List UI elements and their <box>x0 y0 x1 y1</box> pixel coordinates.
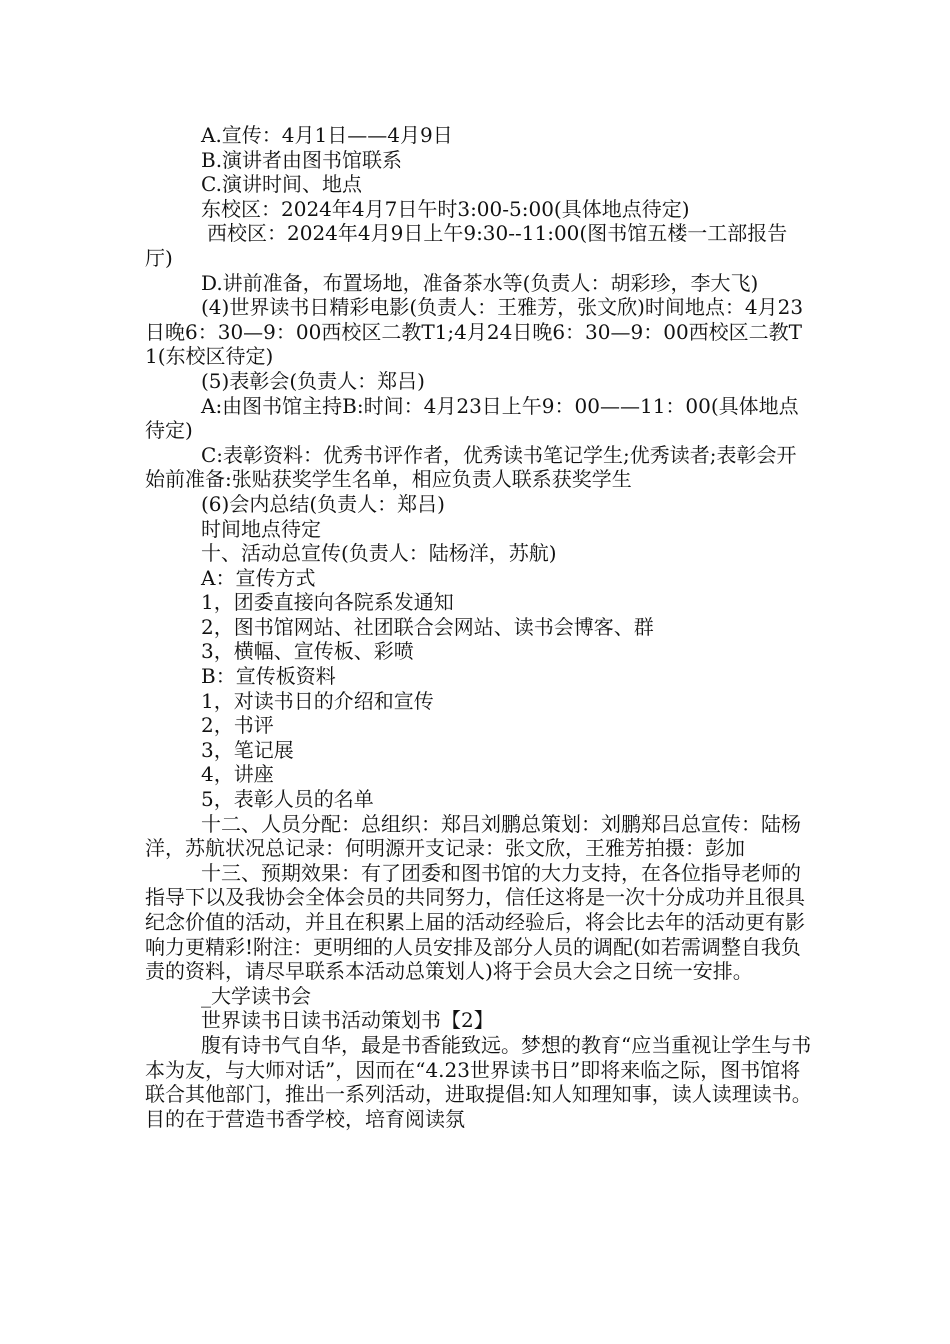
paragraph: C.演讲时间、地点 <box>201 172 362 197</box>
paragraph: A:由图书馆主持B:时间：4月23日上午9：00——11：00(具体地点待定) <box>145 393 799 443</box>
list-item: 1，团委直接向各院系发通知 <box>201 590 454 615</box>
document-title: 世界读书日读书活动策划书【2】 <box>201 1008 494 1033</box>
list-item: 4，讲座 <box>201 762 274 787</box>
section-heading: 十、活动总宣传(负责人：陆杨洋，苏航) <box>201 541 557 566</box>
paragraph: 腹有诗书气自华，最是书香能致远。梦想的教育“应当重视让学生与书本为友，与大师对话”，因而在“4.23世界读书日”即将来临之际，图书馆将联合其他部门，推出一系列活动，进取提倡:知人知理知事，读人读理读书。目的在于营造书香学校，培育阅读氛 <box>145 1032 812 1131</box>
paragraph: D.讲前准备，布置场地，准备茶水等(负责人：胡彩珍，李大飞) <box>201 270 759 295</box>
paragraph: B.演讲者由图书馆联系 <box>201 147 403 172</box>
paragraph: B：宣传板资料 <box>201 664 336 689</box>
paragraph: (5)表彰会(负责人：郑吕) <box>201 368 425 393</box>
paragraph: 西校区：2024年4月9日上午9:30--11:00(图书馆五楼一工部报告厅) <box>145 221 788 270</box>
list-item: 3，笔记展 <box>201 737 294 762</box>
list-item: 2，图书馆网站、社团联合会网站、读书会博客、群 <box>201 614 654 639</box>
list-item: 2，书评 <box>201 713 274 738</box>
paragraph: A.宣传：4月1日——4月9日 <box>201 123 453 147</box>
section-heading: 十三、预期效果：有了团委和图书馆的大力支持，在各位指导老师的指导下以及我协会全体会员的共同努力，信任这将是一次十分成功并且很具纪念价值的活动，并且在积累上届的活动经验后，将会比去年的活动更有影响力更精彩!附注：更明细的人员安排及部分人员的调配(如若需调整自我负责的资料，请尽早联系本活动总策划人)将于会员大会之日统一安排。 <box>145 860 805 984</box>
paragraph: 东校区：2024年4月7日午时3:00-5:00(具体地点待定) <box>201 196 690 221</box>
list-item: 1，对读书日的介绍和宣传 <box>201 688 434 713</box>
signature-line: _大学读书会 <box>201 983 311 1008</box>
paragraph: C:表彰资料：优秀书评作者，优秀读书笔记学生;优秀读者;表彰会开始前准备:张贴获奖学生名单，相应负责人联系获奖学生 <box>145 442 797 492</box>
paragraph: A：宣传方式 <box>201 565 316 590</box>
document-body <box>145 123 813 1131</box>
paragraph: 时间地点待定 <box>201 516 321 541</box>
list-item: 3，横幅、宣传板、彩喷 <box>201 639 414 664</box>
section-heading: 十二、人员分配：总组织：郑吕刘鹏总策划：刘鹏郑吕总宣传：陆杨洋，苏航状况总记录：何明源开支记录：张文欣，王雅芳拍摄：彭加 <box>145 811 801 861</box>
paragraph: (4)世界读书日精彩电影(负责人：王雅芳，张文欣)时间地点：4月23日晚6：30—9：00西校区二教T1;4月24日晚6：30—9：00西校区二教T1(东校区待定) <box>145 295 804 369</box>
paragraph: (6)会内总结(负责人：郑吕) <box>201 491 445 516</box>
list-item: 5，表彰人员的名单 <box>201 787 374 812</box>
